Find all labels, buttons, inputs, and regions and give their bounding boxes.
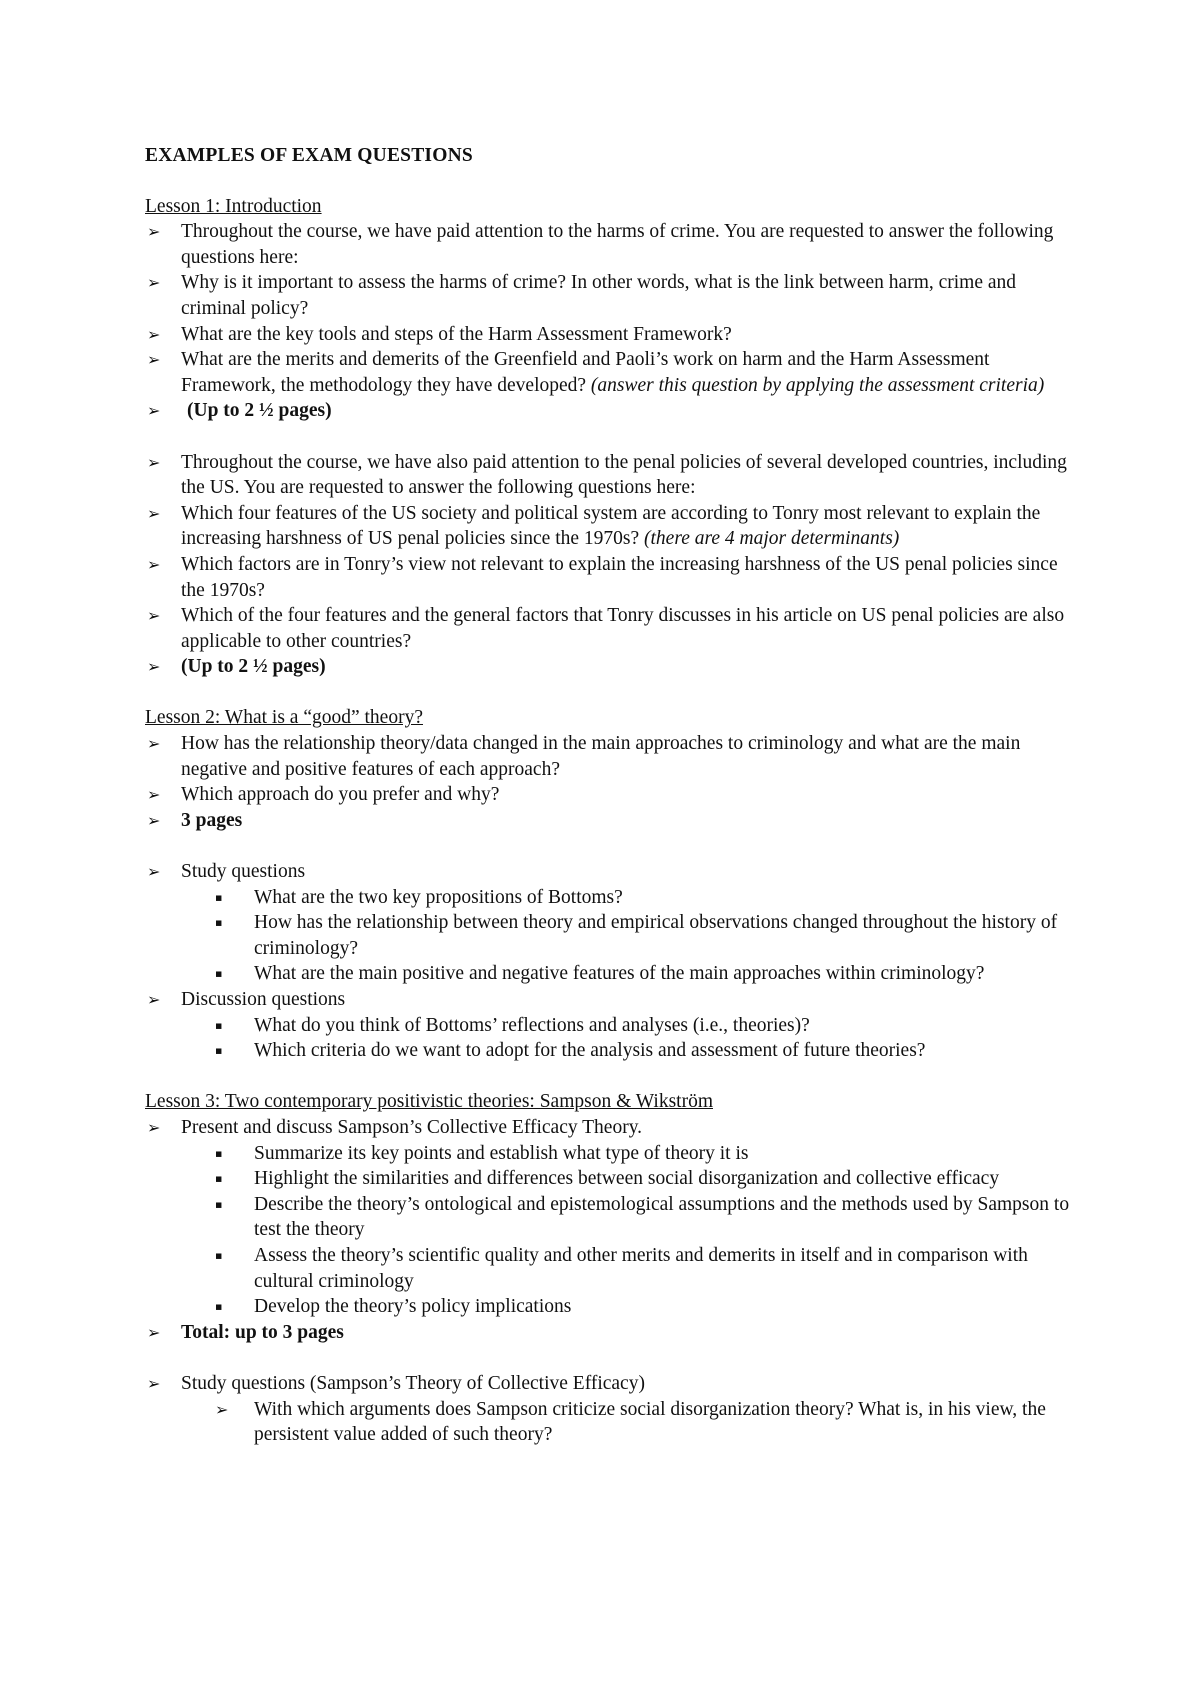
- sub-list-item: ▪ What are the two key propositions of Bottoms?: [145, 885, 1080, 911]
- list-item: ➢ Which of the four features and the general factors that Tonry discusses in his article on US penal policies are also applicable to other countries?: [147, 605, 1065, 652]
- square-bullet-icon: ▪: [215, 1197, 223, 1211]
- sub-list-item: ➢ With which arguments does Sampson criticize social disorganization theory? What is, in his view, the persistent value added of such theory?: [215, 1398, 1046, 1446]
- square-bullet-icon: ▪: [215, 1248, 223, 1262]
- list-item: ➢ What are the key tools and steps of the Harm Assessment Framework?: [145, 322, 1080, 348]
- arrow-bullet-icon: ➢: [147, 1373, 161, 1393]
- lesson-1-heading: Lesson 1: Introduction: [145, 195, 322, 217]
- question-note: (answer this question by applying the assessment criteria): [590, 374, 1045, 396]
- square-bullet-icon: ▪: [215, 1300, 223, 1314]
- list-item: ➢ Throughout the course, we have paid attention to the harms of crime. You are requested to answer the following questions here:: [147, 221, 1054, 268]
- sub-list-item: ▪ Summarize its key points and establish what type of theory it is: [145, 1141, 1080, 1167]
- square-bullet-icon: ▪: [215, 1044, 223, 1058]
- square-bullet-icon: ▪: [215, 916, 223, 930]
- arrow-bullet-icon: ➢: [147, 554, 161, 574]
- arrow-bullet-icon: ➢: [147, 734, 161, 754]
- arrow-bullet-icon: ➢: [147, 1322, 161, 1342]
- arrow-bullet-icon: ➢: [215, 1399, 229, 1419]
- arrow-bullet-icon: ➢: [147, 990, 161, 1009]
- list-item: ➢ Which approach do you prefer and why?: [145, 782, 1080, 808]
- sub-list-item: ▪ Describe the theory’s ontological and epistemological assumptions and the methods used by Sampson to test the theory: [215, 1193, 1070, 1241]
- page-limit: ➢ 3 pages: [145, 808, 1080, 834]
- lesson-2-heading: Lesson 2: What is a “good” theory?: [145, 707, 423, 729]
- list-item: ➢ Study questions (Sampson’s Theory of Collective Efficacy): [145, 1371, 1080, 1397]
- question-note: (there are 4 major determinants): [644, 528, 900, 550]
- sub-list-item: ▪ What do you think of Bottoms’ reflections and analyses (i.e., theories)?: [145, 1013, 1080, 1039]
- arrow-bullet-icon: ➢: [147, 222, 161, 242]
- sub-list-item: ▪ Highlight the similarities and differences between social disorganization and collective efficacy: [145, 1166, 1080, 1192]
- list-item: ➢ How has the relationship theory/data changed in the main approaches to criminology and what are the main negative and positive features of each approach?: [147, 733, 1021, 780]
- sub-list-item: ▪ Develop the theory’s policy implications: [145, 1294, 1080, 1320]
- page-limit: ➢ Total: up to 3 pages: [145, 1320, 1080, 1346]
- page-limit: ➢ (Up to 2 ½ pages): [145, 398, 1080, 424]
- arrow-bullet-icon: ➢: [147, 1117, 161, 1137]
- arrow-bullet-icon: ➢: [147, 350, 161, 370]
- arrow-bullet-icon: ➢: [147, 862, 161, 882]
- square-bullet-icon: ▪: [215, 1146, 223, 1160]
- arrow-bullet-icon: ➢: [147, 273, 161, 293]
- list-item: ➢ Which factors are in Tonry’s view not relevant to explain the increasing harshness of the US penal policies since the 1970s?: [147, 553, 1058, 601]
- list-item: ➢ Study questions: [145, 859, 1080, 885]
- arrow-bullet-icon: ➢: [147, 503, 161, 523]
- list-item: ➢ Throughout the course, we have also paid attention to the penal policies of several developed countries, including the US. You are requested to answer the following questions here:: [147, 451, 1067, 499]
- list-item: ➢ What are the merits and demerits of the Greenfield and Paoli’s work on harm and the Harm Assessment Framework, the methodology they have developed? (answer this question by applying the assessment criteria): [147, 349, 1045, 396]
- square-bullet-icon: ▪: [215, 967, 223, 981]
- arrow-bullet-icon: ➢: [147, 657, 161, 677]
- lesson-3-heading: Lesson 3: Two contemporary positivistic theories: Sampson & Wikström: [145, 1091, 713, 1113]
- sub-list-item: ▪ Assess the theory’s scientific quality and other merits and demerits in itself and in comparison with cultural criminology: [215, 1244, 1028, 1292]
- arrow-bullet-icon: ➢: [147, 452, 161, 472]
- page-title: EXAMPLES OF EXAM QUESTIONS: [145, 145, 473, 166]
- list-item: ➢ Present and discuss Sampson’s Collective Efficacy Theory.: [145, 1115, 1080, 1141]
- sub-list-item: ▪ Which criteria do we want to adopt for the analysis and assessment of future theories?: [145, 1038, 1080, 1064]
- sub-list-item: ▪ How has the relationship between theory and empirical observations changed throughout the history of criminology?: [215, 912, 1058, 959]
- square-bullet-icon: ▪: [215, 1018, 223, 1032]
- arrow-bullet-icon: ➢: [147, 401, 161, 421]
- page-limit: ➢ (Up to 2 ½ pages): [145, 654, 1080, 680]
- arrow-bullet-icon: ➢: [147, 324, 161, 344]
- arrow-bullet-icon: ➢: [147, 810, 161, 830]
- square-bullet-icon: ▪: [215, 890, 223, 904]
- list-item: ➢ Why is it important to assess the harms of crime? In other words, what is the link between harm, crime and criminal policy?: [147, 272, 1017, 319]
- square-bullet-icon: ▪: [215, 1172, 223, 1186]
- arrow-bullet-icon: ➢: [147, 785, 161, 805]
- list-item: ➢ Discussion questions: [145, 987, 1080, 1013]
- document-body: [145, 143, 1080, 1448]
- arrow-bullet-icon: ➢: [147, 606, 161, 626]
- list-item: ➢ Which four features of the US society and political system are according to Tonry most relevant to explain the increasing harshness of US penal policies since the 1970s? (there are 4 major determinants): [147, 502, 1041, 550]
- sub-list-item: ▪ What are the main positive and negative features of the main approaches within criminology?: [145, 961, 1080, 987]
